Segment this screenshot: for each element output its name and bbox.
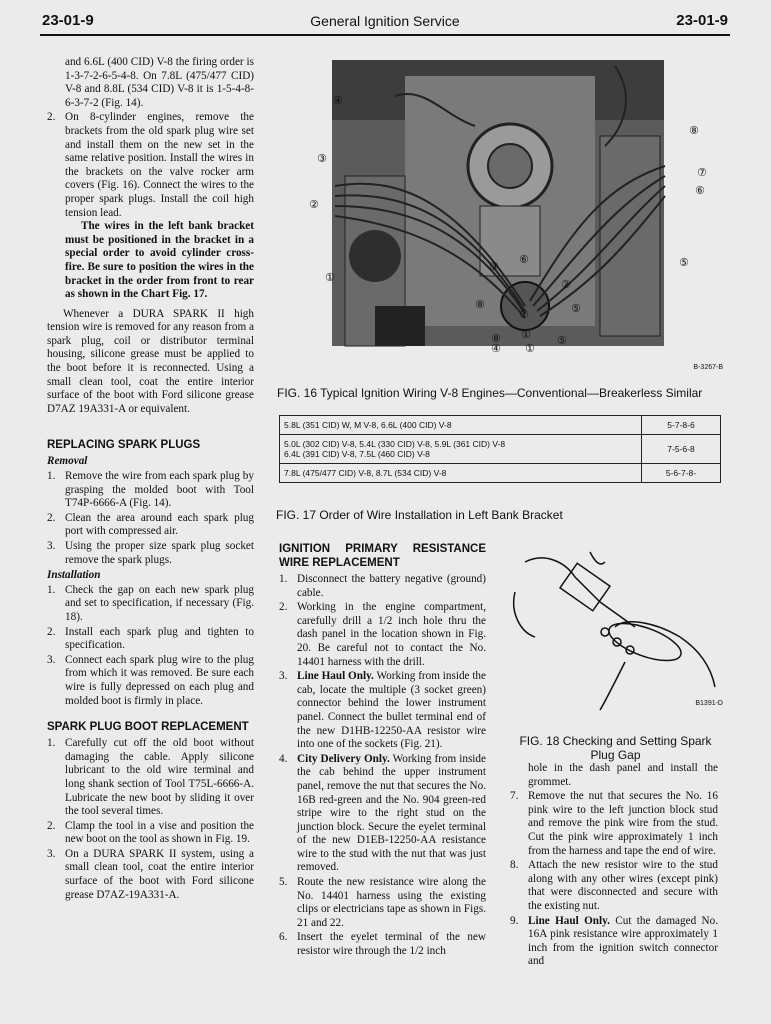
- callout-label: ①: [521, 328, 531, 341]
- callout-label: ⑤: [679, 256, 689, 269]
- list-item: 1. Disconnect the battery negative (ground) cable.: [279, 573, 486, 599]
- page-title: General Ignition Service: [310, 13, 460, 29]
- engine-wiring-illustration: [275, 56, 727, 366]
- continued-text: hole in the dash panel and install the grommet.: [528, 762, 718, 788]
- callout-label: ⑦: [697, 166, 707, 179]
- warning-text: The wires in the left bank bracket must be positioned in the bracket in a special order to avoid cylinder cross-fire. Be sure to position the wires in the bracket in the order from front to rear as shown in the Chart Fig. 17.: [65, 220, 254, 301]
- subheading-installation: Installation: [47, 569, 101, 582]
- figure-17-caption: FIG. 17 Order of Wire Installation in Left Bank Bracket: [276, 508, 563, 522]
- callout-label: ②: [561, 278, 571, 291]
- page-number-left: 23-01-9: [42, 12, 94, 29]
- list-item: 9. Line Haul Only. Cut the damaged No. 16A pink resistance wire approximately 1 inch from the ignition switch connector and: [510, 914, 719, 968]
- callout-label: ③: [317, 152, 327, 165]
- subheading-removal: Removal: [47, 455, 88, 468]
- engine-line: 5.0L (302 CID) V-8, 5.4L (330 CID) V-8, 5.9L (361 CID) V-8: [284, 439, 506, 449]
- list-item: 2. Install each spark plug and tighten to specification.: [47, 625, 254, 652]
- engine-line: 6.4L (391 CID) V-8, 7.5L (460 CID) V-8: [284, 449, 430, 459]
- callout-label: ④: [333, 94, 343, 107]
- callout-label: ⑧: [475, 298, 485, 311]
- engine-cell: [280, 464, 642, 483]
- list-item: 2. Working in the engine compartment, carefully drill a 1/2 inch hole thru the dash panel in the location shown in Fig. 20. Be careful not to contact the No. 14401 harness with the drill.: [279, 601, 486, 668]
- left-column: [47, 56, 254, 903]
- callout-label: ⑧: [689, 124, 699, 137]
- section-heading: REPLACING SPARK PLUGS: [47, 439, 201, 452]
- figure-16-caption: FIG. 16 Typical Ignition Wiring V-8 Engines—Conventional—Breakerless Similar: [277, 386, 703, 400]
- intro-text: and 6.6L (400 CID) V-8 the firing order is 1-3-7-2-6-5-4-8. On 7.8L (475/477 CID) V-8 and 8.8L (534 CID) V-8 it is 1-5-4-8-6-3-7-2 (Fig. 14).: [65, 56, 254, 109]
- figure-code: B1391-D: [695, 700, 723, 707]
- list-item: 3. Using the proper size spark plug socket remove the spark plugs.: [47, 540, 254, 566]
- engine-line: 5.8L (351 CID) W, M V-8, 6.6L (400 CID) V-8: [284, 420, 452, 430]
- list-item: 1. Remove the wire from each spark plug by grasping the molded boot with Tool T74P-6666-A (Fig. 14).: [47, 470, 254, 510]
- list-item: 3. Connect each spark plug wire to the plug from which it was removed. Be sure each wire is fully depressed on each plug and molded boot is firmly in place.: [47, 653, 254, 707]
- callout-label: ⑦: [519, 308, 529, 321]
- figure-18-caption: FIG. 18 Checking and Setting Spark Plug Gap: [519, 734, 712, 762]
- right-column: [510, 762, 718, 970]
- callout-label: ⑤: [557, 334, 567, 347]
- figure-16: [275, 56, 727, 376]
- engine-line: 7.8L (475/477 CID) V-8, 8.7L (534 CID) V-8: [284, 468, 447, 478]
- table-row: [280, 416, 721, 435]
- wire-order-table: [279, 415, 721, 483]
- list-item: 1. Check the gap on each new spark plug and set to specification, if necessary (Fig. 18).: [47, 583, 254, 623]
- list-item: 3. On a DURA SPARK II system, using a small clean tool, coat the entire interior surface of the boot with Ford silicone grease D7AZ-19A331-A.: [47, 847, 254, 901]
- list-item: 2. Clean the area around each spark plug port with compressed air.: [47, 511, 254, 538]
- list-item: 1. Carefully cut off the old boot without damaging the cable. Apply silicone lubricant to the old wire terminal and long shank section of Tool T75L-6666-A. Lubricate the new boot by sliding it over the tool several times.: [47, 737, 254, 818]
- list-item: 5. Route the new resistance wire along the No. 14401 harness using the existing clips or electricians tape as shown in Figs. 21 and 22.: [279, 876, 486, 929]
- table-row: [280, 464, 721, 483]
- spark-plug-gap-illustration: [505, 542, 725, 712]
- table-row: [280, 435, 721, 464]
- section-heading: IGNITION PRIMARY RESISTANCE WIRE REPLACEMENT: [279, 543, 486, 569]
- middle-column: [279, 542, 486, 960]
- engine-cell: [280, 435, 642, 464]
- figure-18: [505, 542, 725, 712]
- callout-label: ⑤: [571, 302, 581, 315]
- list-item: 3. Line Haul Only. Working from inside the cab, locate the multiple (3 socket green) connector behind the lower instrument panel. Connect the bullet terminal end of the new D1HB-12250-AA resistor wire into one of the sockets (Fig. 21).: [279, 670, 486, 751]
- callout-label: ③: [489, 260, 499, 273]
- section-heading: SPARK PLUG BOOT REPLACEMENT: [47, 721, 249, 734]
- figure-code: B-3267-B: [693, 364, 723, 371]
- order-cell: 5-6-7-8-: [642, 464, 721, 483]
- callout-label: ①: [325, 271, 335, 284]
- list-item: 8. Attach the new resistor wire to the stud along with any other wires (except pink) that were disconnected and secure with the existing nut.: [510, 859, 718, 912]
- page-header: [40, 8, 730, 36]
- order-cell: 7-5-6-8: [642, 435, 721, 464]
- list-item: 2. Clamp the tool in a vise and position the new boot on the tool as shown in Fig. 19.: [47, 819, 254, 846]
- callout-label: ⑥: [695, 184, 705, 197]
- list-item: 2. On 8-cylinder engines, remove the brackets from the old spark plug wire set and install them on the new set in the same relative position. Install the wires in the brackets on the valve rocker arm covers (Fig. 16). Connect the wires to the proper spark plugs. Install the coil high tension lead. The wires in the left bank bracket must be positioned in the bracket in a special order to avoid cylinder cross-fire. Be sure to position the wires in the bracket in the order from front to rear as shown in the Chart Fig. 17.: [47, 111, 254, 301]
- page-number-right: 23-01-9: [676, 12, 728, 29]
- callout-label: ⑧: [491, 332, 501, 345]
- list-item: 7. Remove the nut that secures the No. 16 pink wire to the left junction block stud and remove the pink wire from the stud. Cut the pink wire approximately 1 inch from the harness and tape the end of wire.: [510, 790, 718, 857]
- list-item: 6. Insert the eyelet terminal of the new resistor wire through the 1/2 inch: [279, 931, 486, 958]
- callout-label: ⑥: [519, 253, 529, 266]
- list-item: 4. City Delivery Only. Working from inside the cab behind the upper instrument panel, remove the nut that secures the No. 16B red-green and the No. 904 green-red stripe wire to the right stud on the junction block. Secure the eyelet terminal of the new D1EB-12250-AA resistance wire to the stud with the nut that was just removed.: [279, 752, 486, 874]
- callout-label: ④: [491, 342, 501, 355]
- callout-label: ②: [309, 198, 319, 211]
- paragraph: Whenever a DURA SPARK II high tension wire is removed for any reason from a spark plug, coil or distributor terminal housing, silicone grease must be applied to the boot before it is reconnected. Using a small clean tool, coat the entire interior surface of the boot with Ford silicone grease D7AZ 19A331-A or equivalent.: [47, 307, 254, 415]
- callout-label: ①: [525, 342, 535, 355]
- engine-cell: [280, 416, 642, 435]
- order-cell: 5-7-8-6: [642, 416, 721, 435]
